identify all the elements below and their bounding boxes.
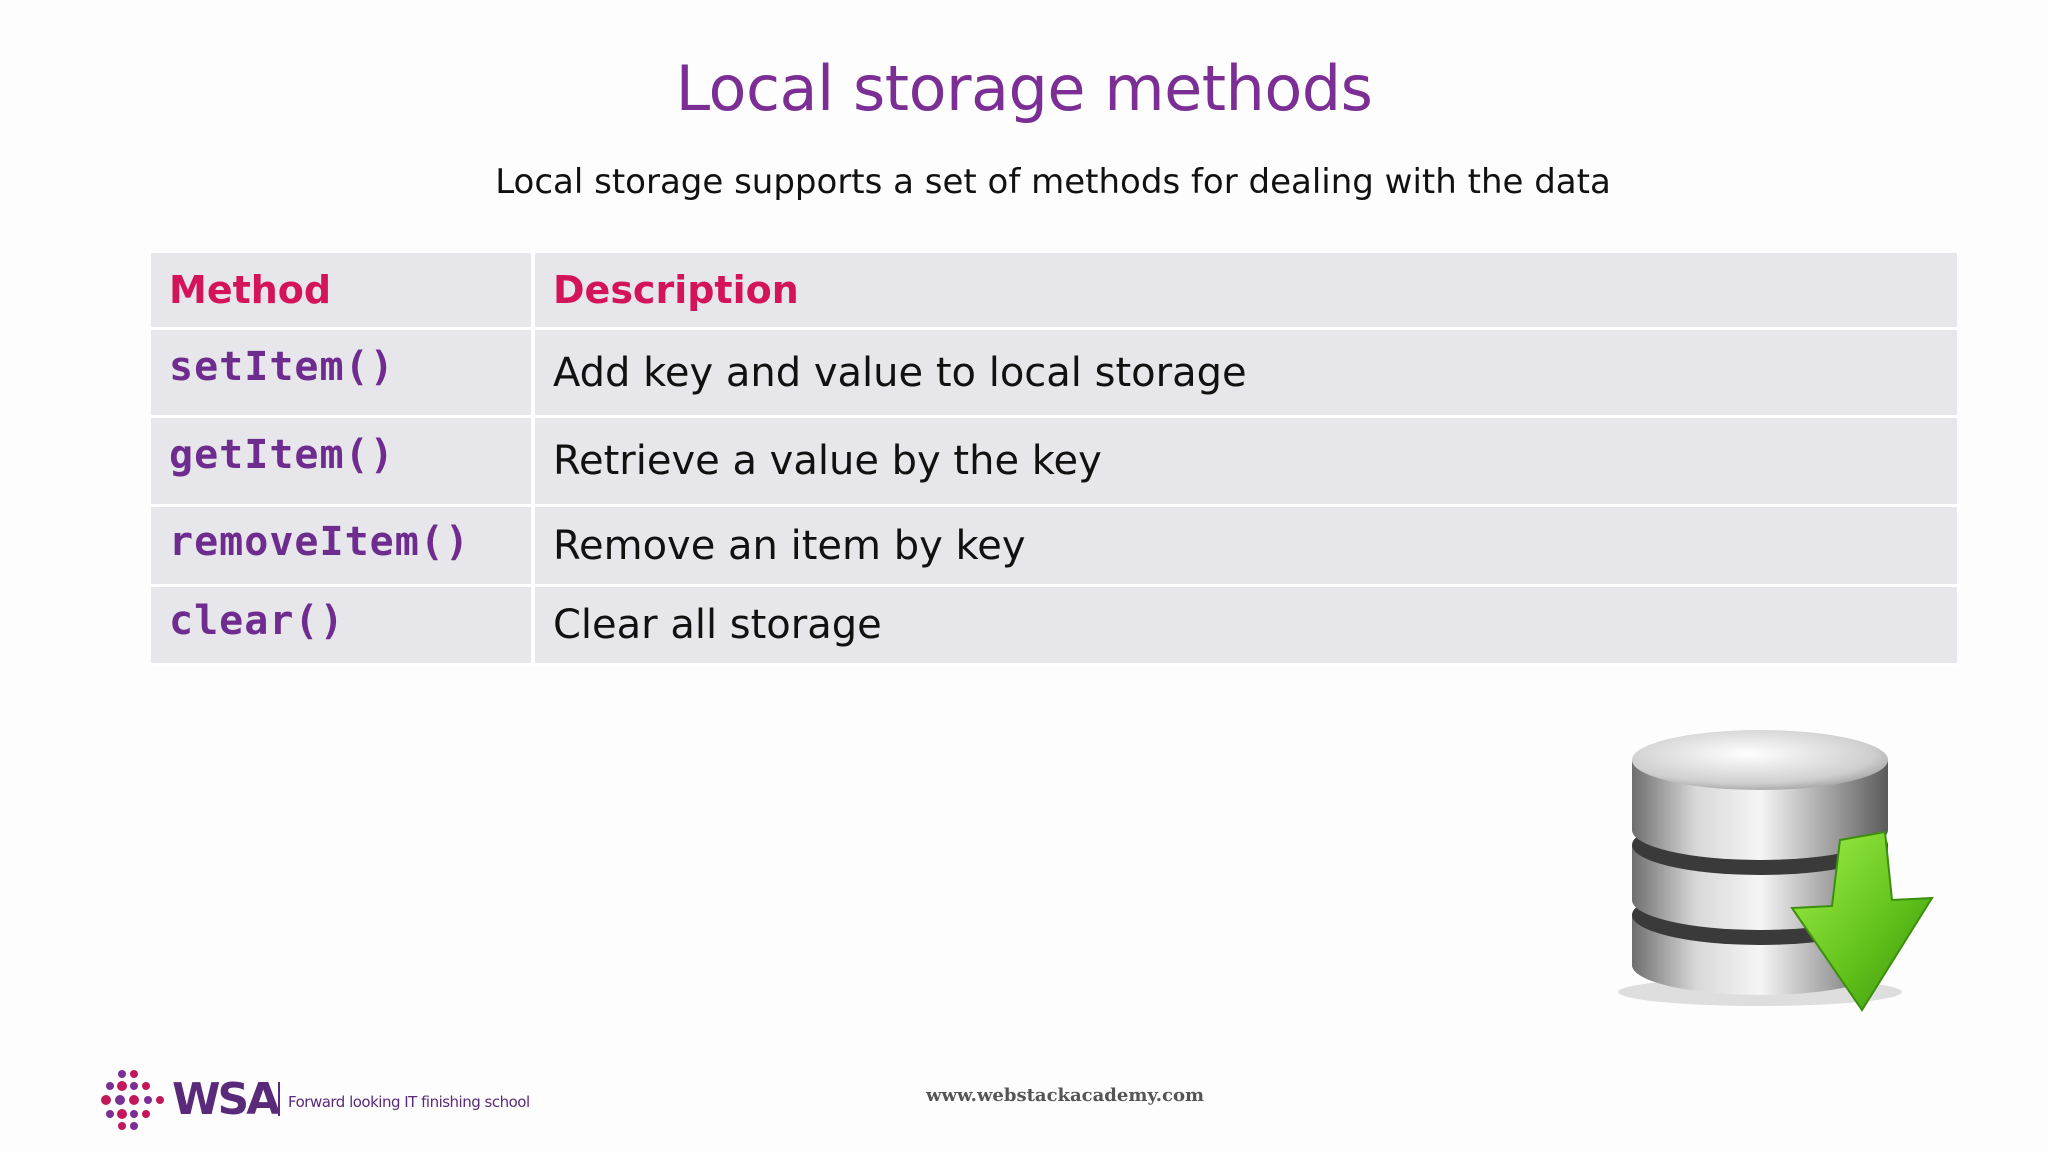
table-row bbox=[151, 418, 1957, 507]
method-name: setItem() bbox=[169, 343, 395, 390]
header-method: Method bbox=[169, 268, 332, 312]
description-cell bbox=[535, 330, 1957, 418]
table-row bbox=[151, 587, 1957, 666]
table-row bbox=[151, 507, 1957, 587]
methods-table bbox=[151, 253, 1957, 666]
logo-separator bbox=[278, 1082, 280, 1116]
header-cell-method bbox=[151, 253, 535, 330]
header-description: Description bbox=[553, 268, 799, 312]
table-row bbox=[151, 330, 1957, 418]
method-name: removeItem() bbox=[169, 518, 470, 565]
description-cell bbox=[535, 418, 1957, 507]
table-header-row bbox=[151, 253, 1957, 330]
description-cell bbox=[535, 587, 1957, 666]
logo-tagline: Forward looking IT finishing school bbox=[288, 1093, 530, 1111]
footer-url: www.webstackacademy.com bbox=[926, 1085, 1205, 1106]
logo-dots-icon bbox=[100, 1068, 166, 1132]
method-description: Remove an item by key bbox=[553, 522, 1026, 569]
method-cell bbox=[151, 330, 535, 418]
method-cell bbox=[151, 418, 535, 507]
method-description: Retrieve a value by the key bbox=[553, 438, 1102, 484]
description-cell bbox=[535, 507, 1957, 587]
logo-wordmark: WSA bbox=[172, 1074, 278, 1125]
method-description: Clear all storage bbox=[553, 602, 882, 648]
method-name: getItem() bbox=[169, 432, 395, 478]
method-cell bbox=[151, 587, 535, 666]
method-name: clear() bbox=[169, 598, 345, 644]
method-description: Add key and value to local storage bbox=[553, 349, 1247, 396]
slide-subtitle: Local storage supports a set of methods for dealing with the data bbox=[495, 162, 1611, 202]
database-download-icon bbox=[1610, 720, 1950, 1020]
slide-title: Local storage methods bbox=[675, 52, 1373, 125]
header-cell-description bbox=[535, 253, 1957, 330]
method-cell bbox=[151, 507, 535, 587]
